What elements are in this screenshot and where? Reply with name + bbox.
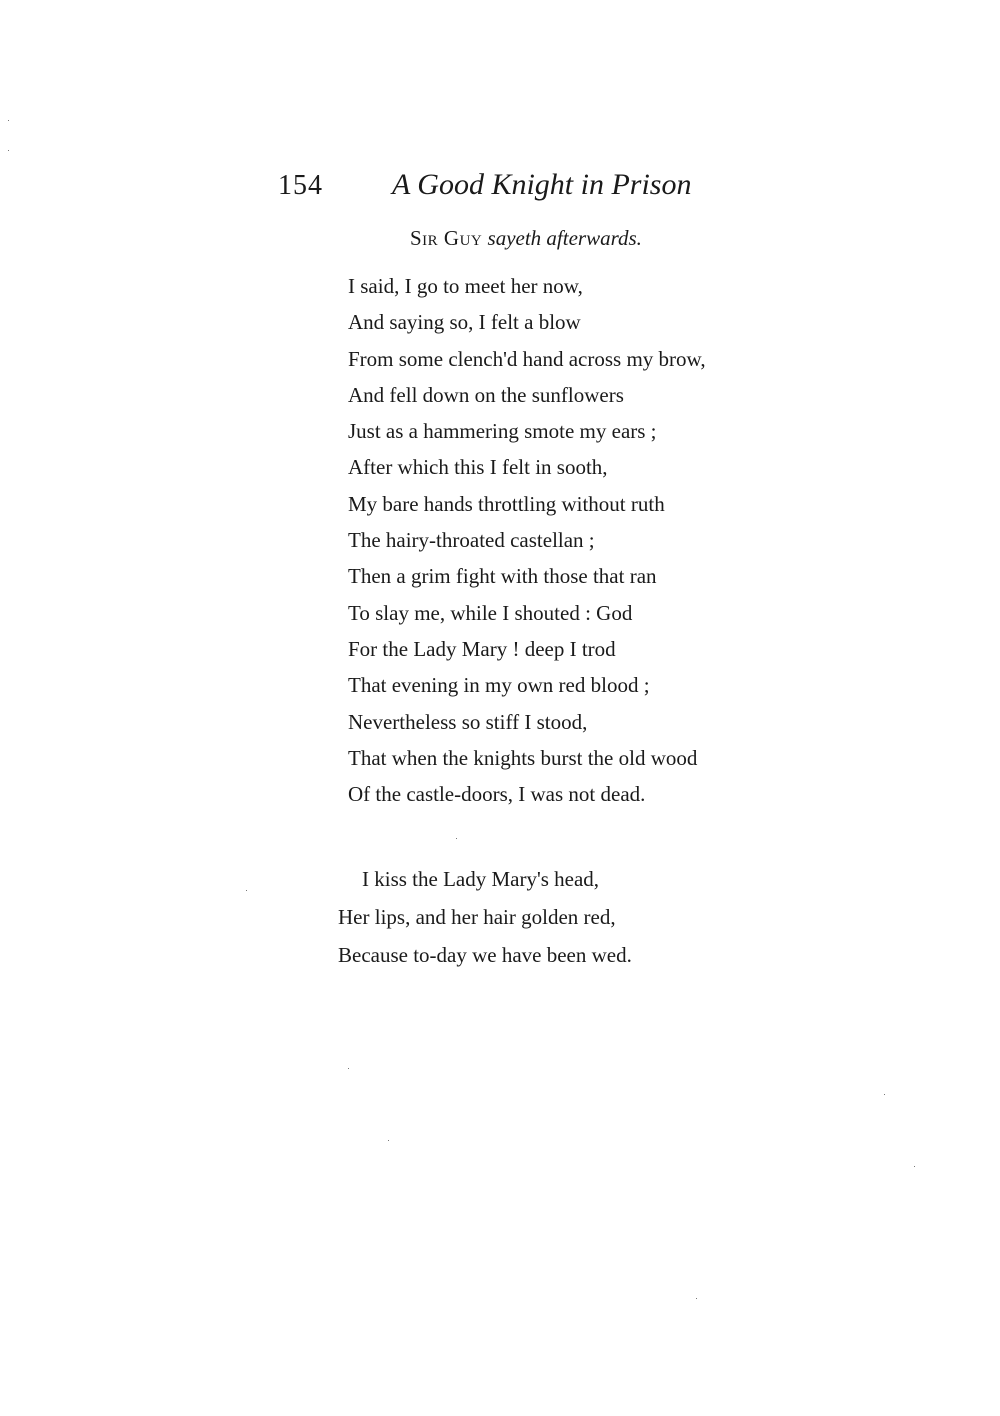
verse-line: For the Lady Mary ! deep I trod xyxy=(348,636,616,661)
scan-speck xyxy=(246,890,247,891)
scan-speck xyxy=(456,838,457,839)
stanza-2 xyxy=(338,860,632,974)
verse-line: That evening in my own red blood ; xyxy=(348,673,650,698)
verse-line: Her lips, and her hair golden red, xyxy=(338,905,616,929)
scan-speck xyxy=(884,1094,885,1095)
verse-line: The hairy-throated castellan ; xyxy=(348,528,595,553)
scan-speck xyxy=(914,1166,915,1167)
scan-speck xyxy=(348,1068,349,1069)
speaker-heading xyxy=(410,226,642,251)
scan-speck xyxy=(696,1298,697,1299)
speaker-name: Sir Guy xyxy=(410,226,483,250)
verse-line: My bare hands throttling without ruth xyxy=(348,491,665,516)
page-header xyxy=(278,168,738,212)
verse-line: Then a grim fight with those that ran xyxy=(348,564,657,589)
verse-line: I kiss the Lady Mary's head, xyxy=(362,867,600,891)
scan-speck xyxy=(388,1140,389,1141)
verse-line: That when the knights burst the old wood xyxy=(348,745,698,770)
page-number: 154 xyxy=(278,170,323,201)
verse-line: After which this I felt in sooth, xyxy=(348,455,608,480)
verse-line: Of the castle-doors, I was not dead. xyxy=(348,782,646,807)
scan-speck xyxy=(8,120,9,121)
speaker-direction: sayeth afterwards. xyxy=(487,226,642,250)
running-title: A Good Knight in Prison xyxy=(392,168,692,201)
verse-line: I said, I go to meet her now, xyxy=(348,274,583,298)
verse-line: And saying so, I felt a blow xyxy=(348,310,581,335)
stanza-1 xyxy=(348,268,706,812)
verse-line: And fell down on the sunflowers xyxy=(348,382,624,407)
scan-speck xyxy=(8,150,9,151)
verse-line: From some clench'd hand across my brow, xyxy=(348,346,706,371)
verse-line: Because to-day we have been wed. xyxy=(338,943,632,967)
verse-line: Nevertheless so stiff I stood, xyxy=(348,709,588,734)
verse-line: To slay me, while I shouted : God xyxy=(348,600,633,625)
verse-line: Just as a hammering smote my ears ; xyxy=(348,419,657,444)
